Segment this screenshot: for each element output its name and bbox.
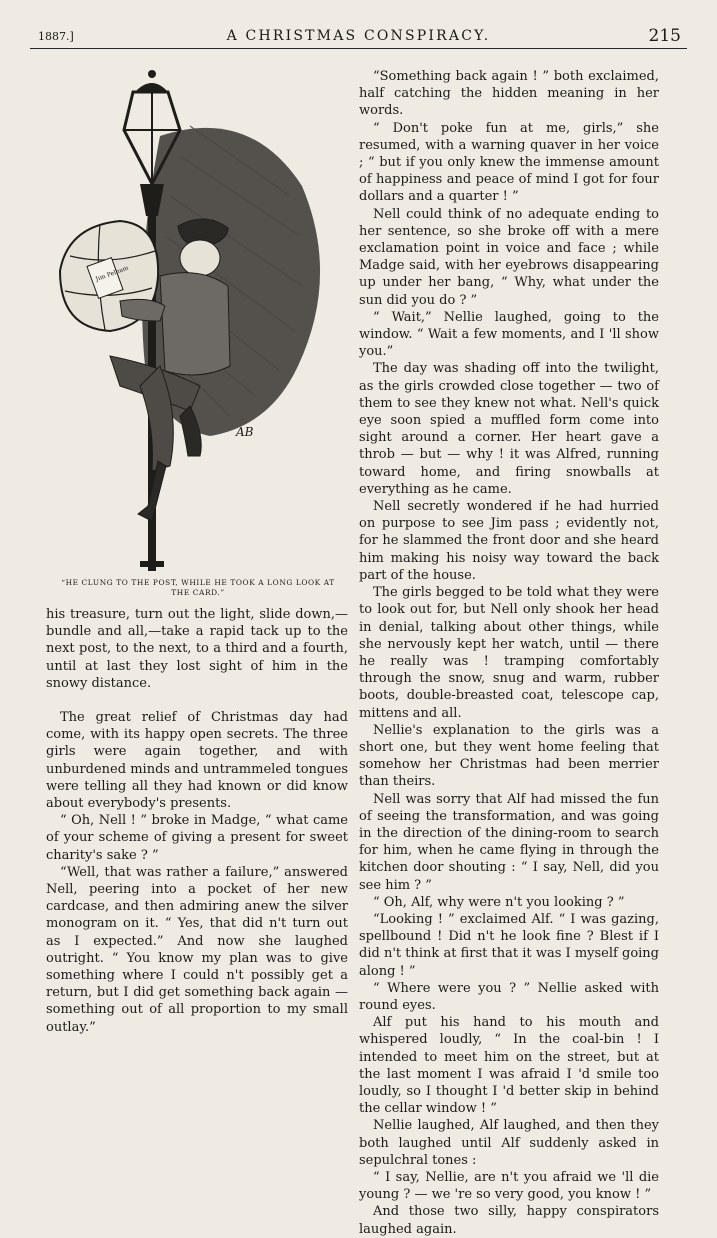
paragraph: Nellie laughed, Alf laughed, and then they both laughed until Alf suddenly asked in sepulchral tones : [359, 1118, 659, 1168]
artist-signature: AB [236, 425, 254, 439]
paragraph: Alf put his hand to his mouth and whispered loudly, “ In the coal-bin ! I intended to meet him on the street, but at the last moment I was afraid I 'd smile too loudly, so I thought I 'd better skip in behind the cellar window ! ” [359, 1015, 659, 1117]
running-title: A CHRISTMAS CONSPIRACY. [226, 28, 491, 44]
paragraph: “Looking ! ” exclaimed Alf. “ I was gazing, spellbound ! Did n't he look fine ? Blest if I did n't think at first that it was I myself going along ! ” [359, 911, 659, 979]
paragraph: And those two silly, happy conspirators laughed again. [359, 1204, 659, 1237]
paragraph: “ Oh, Nell ! ” broke in Madge, “ what came of your scheme of giving a present for sweet charity's sake ? ” [46, 813, 348, 863]
paragraph: Nell could think of no adequate ending to her sentence, so she broke off with a mere exclamation point in voice and face ; while Madge said, with her eyebrows disappearing up under her bang, “ Why, what under the sun did you do ? ” [359, 206, 659, 308]
running-header [30, 26, 687, 49]
paragraph: Nellie's explanation to the girls was a short one, but they went home feeling that somehow her Christmas had been merrier than theirs. [359, 722, 659, 790]
paragraph: “Something back again ! ” both exclaimed, half catching the hidden meaning in her words. [359, 69, 659, 119]
paragraph: “ Oh, Alf, why were n't you looking ? ” [373, 894, 625, 910]
paragraph: The girls begged to be told what they were to look out for, but Nell only shook her head in denial, talking about other things, while she nervously kept her watch, until — there he really was ! tramping comfortably through the snow, snug and warm, rubber boots, double-breasted coat, telescope cap, mittens and all. [359, 585, 659, 721]
right-column [359, 68, 659, 1238]
paragraph: “ Don't poke fun at me, girls,” she resumed, with a warning quaver in her voice ; “ but if you only knew the immense amount of happiness and peace of mind I got for four dollars and a quarter ! ” [359, 120, 659, 205]
card-text: Jim Pelham [94, 264, 130, 283]
paragraph: “Well, that was rather a failure,” answered Nell, peering into a pocket of her new cardcase, and then admiring anew the silver monogram on it. “ Yes, that did n't turn out as I expected.” And now she laughed outright. “ You know my plan was to give something where I could n't possibly get a return, but I did get something back again — something out of all proportion to my small outlay.” [46, 864, 348, 1035]
paragraph: his treasure, turn out the light, slide down,—bundle and all,—take a rapid tack up to the next post, to the next, to a third and a fourth, until at last they lost sight of him in the snowy distance. [46, 607, 348, 691]
paragraph: The great relief of Christmas day had come, with its happy open secrets. The three girls were again together, and with unburdened minds and untrammeled tongues were telling all they had known or did know about everybody's presents. [46, 710, 348, 812]
paragraph: “ Wait,” Nellie laughed, going to the window. “ Wait a few moments, and I 'll show you.” [359, 309, 659, 360]
paragraph: The day was shading off into the twilight, as the girls crowded close together — two of them to see they knew not what. Nell's quick eye soon spied a muffled form come into sight around a corner. Her heart gave a throb — but — why ! it was Alfred, running toward home, and firing snowballs at everything as he came. [359, 361, 659, 497]
page-number: 215 [648, 26, 681, 46]
paragraph: “ I say, Nellie, are n't you afraid we 'll die young ? — we 're so very good, you know ! ” [359, 1170, 659, 1203]
boy-on-lamppost-illustration [40, 66, 340, 576]
paragraph: Nell was sorry that Alf had missed the fun of seeing the transformation, and was going in the direction of the dining-room to search for him, when he came flying in through the kitchen door shouting : “ I say, Nell, did you see him ? ” [359, 791, 659, 893]
paragraph: Nell secretly wondered if he had hurried on purpose to see Jim pass ; evidently not, for he slammed the front door and she heard him making his noisy way toward the back part of the house. [359, 499, 659, 583]
paragraph: “ Where were you ? ” Nellie asked with round eyes. [359, 980, 659, 1013]
volume-year: 1887.] [38, 30, 74, 43]
illustration-caption: “HE CLUNG TO THE POST, WHILE HE TOOK A LONG LOOK AT THE CARD.” [61, 578, 335, 597]
left-column [46, 606, 348, 1036]
